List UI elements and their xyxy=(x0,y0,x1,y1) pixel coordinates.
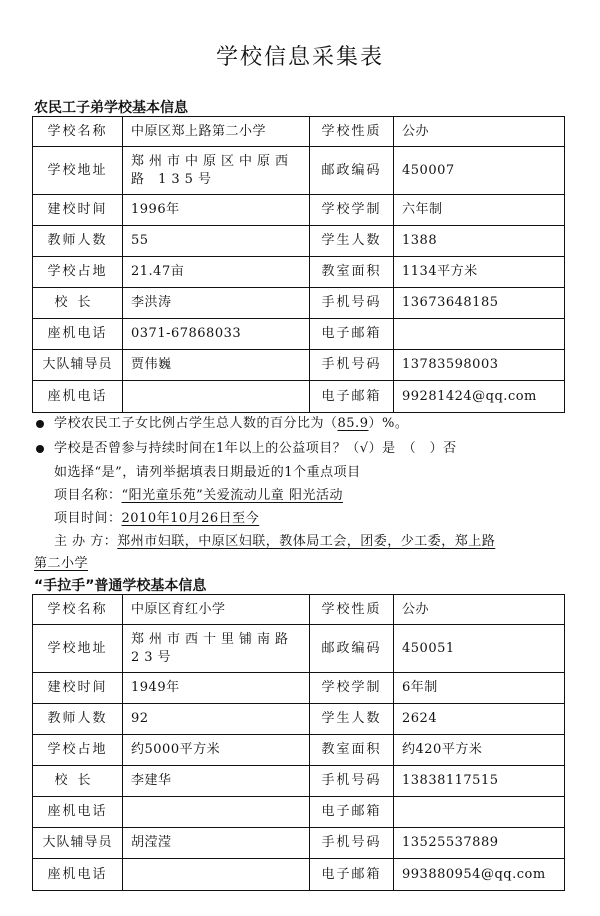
bullet-icon xyxy=(36,420,44,428)
table-cell: 手机号码 xyxy=(310,766,394,797)
table-cell: 座机电话 xyxy=(33,381,123,413)
table-cell: 99281424@qq.com xyxy=(394,381,565,413)
table-cell: 邮政编码 xyxy=(310,625,394,673)
table-cell: 学校名称 xyxy=(33,117,123,147)
table-cell: 2624 xyxy=(394,704,565,735)
table-cell: 学校学制 xyxy=(310,673,394,704)
table-cell: 13783598003 xyxy=(394,350,565,381)
organizer-line xyxy=(54,530,495,549)
table-cell xyxy=(123,381,310,413)
table-cell: 55 xyxy=(123,226,310,257)
table-cell: 座机电话 xyxy=(33,319,123,350)
table-row xyxy=(33,319,565,350)
organizer-value: 郑州市妇联，中原区妇联，教体局工会，团委，少工委，郑上路 xyxy=(117,534,496,549)
project-name-line xyxy=(54,484,343,503)
table-cell xyxy=(123,859,310,891)
table-cell: 手机号码 xyxy=(310,350,394,381)
table-row xyxy=(33,766,565,797)
table-row xyxy=(33,117,565,147)
table-cell: 学校性质 xyxy=(310,117,394,147)
section1-heading: 农民工子弟学校基本信息 xyxy=(34,100,188,116)
project-question-line xyxy=(36,437,457,456)
table-cell: 电子邮箱 xyxy=(310,797,394,828)
table-row xyxy=(33,828,565,859)
table-row xyxy=(33,257,565,288)
table-cell: 993880954@qq.com xyxy=(394,859,565,891)
section2-heading: “手拉手”普通学校基本信息 xyxy=(34,578,207,594)
table-cell xyxy=(394,319,565,350)
table-row xyxy=(33,797,565,828)
table-cell: 6年制 xyxy=(394,673,565,704)
table-cell: 450051 xyxy=(394,625,565,673)
table-cell xyxy=(123,797,310,828)
table-cell: 1996年 xyxy=(123,195,310,226)
check-mark-icon: √ xyxy=(359,441,369,456)
table-cell: 学校性质 xyxy=(310,595,394,625)
table-cell: 学校名称 xyxy=(33,595,123,625)
table-row xyxy=(33,381,565,413)
table-cell: 学生人数 xyxy=(310,704,394,735)
ratio-line xyxy=(36,412,408,431)
table-cell: 21.47亩 xyxy=(123,257,310,288)
table-row xyxy=(33,673,565,704)
table-cell: 92 xyxy=(123,704,310,735)
table-row xyxy=(33,195,565,226)
project-instruction: 如选择“是”，请列举据填表日期最近的1个重点项目 xyxy=(54,465,361,480)
table-cell: 校长 xyxy=(33,288,123,319)
table-cell: 手机号码 xyxy=(310,288,394,319)
table-row xyxy=(33,350,565,381)
project-time-line xyxy=(54,507,259,526)
table-cell: 李洪涛 xyxy=(123,288,310,319)
table-cell: 0371-67868033 xyxy=(123,319,310,350)
table-cell: 电子邮箱 xyxy=(310,381,394,413)
project-question-mid: ）是 （ ）否 xyxy=(368,441,457,456)
table-cell: 校长 xyxy=(33,766,123,797)
table-cell: 1388 xyxy=(394,226,565,257)
project-question-prefix: 学校是否曾参与持续时间在1年以上的公益项目？（ xyxy=(54,441,360,456)
table-cell: 大队辅导员 xyxy=(33,828,123,859)
ratio-prefix: 学校农民工子女比例占学生总人数的百分比为（ xyxy=(54,416,338,431)
table-cell: 建校时间 xyxy=(33,673,123,704)
project-time-label: 项目时间： xyxy=(54,511,122,526)
table-cell: 教师人数 xyxy=(33,226,123,257)
table-cell: 手机号码 xyxy=(310,828,394,859)
table-row xyxy=(33,288,565,319)
table-cell: 学生人数 xyxy=(310,226,394,257)
table-cell: 教室面积 xyxy=(310,257,394,288)
table-cell: 公办 xyxy=(394,117,565,147)
table-cell: 李建华 xyxy=(123,766,310,797)
table-row xyxy=(33,595,565,625)
table-cell: 公办 xyxy=(394,595,565,625)
project-time-value: 2010年10月26日至今 xyxy=(121,511,260,526)
table-cell: 教室面积 xyxy=(310,735,394,766)
table-cell: 六年制 xyxy=(394,195,565,226)
table-cell: 中原区郑上路第二小学 xyxy=(123,117,310,147)
table-cell: 大队辅导员 xyxy=(33,350,123,381)
table-cell: 郑州市西十里铺南路 23号 xyxy=(123,625,310,673)
table-row xyxy=(33,147,565,195)
table-cell xyxy=(394,797,565,828)
table-cell: 中原区育红小学 xyxy=(123,595,310,625)
table-cell: 贾伟巍 xyxy=(123,350,310,381)
table-cell: 学校地址 xyxy=(33,625,123,673)
table-cell: 胡滢滢 xyxy=(123,828,310,859)
table-row xyxy=(33,859,565,891)
table-cell: 教师人数 xyxy=(33,704,123,735)
section2-table xyxy=(32,594,565,891)
table-cell: 13673648185 xyxy=(394,288,565,319)
table-cell: 学校学制 xyxy=(310,195,394,226)
table-cell: 座机电话 xyxy=(33,859,123,891)
ratio-value: 85.9 xyxy=(337,416,369,431)
table-cell: 座机电话 xyxy=(33,797,123,828)
ratio-suffix: ）%。 xyxy=(368,416,409,431)
organizer-continuation: 第二小学 xyxy=(34,556,89,571)
section1-table xyxy=(32,116,565,413)
table-cell: 450007 xyxy=(394,147,565,195)
table-cell: 学校占地 xyxy=(33,257,123,288)
table-cell: 邮政编码 xyxy=(310,147,394,195)
project-name-label: 项目名称： xyxy=(54,488,122,503)
table-cell: 13525537889 xyxy=(394,828,565,859)
table-row xyxy=(33,735,565,766)
table-cell: 13838117515 xyxy=(394,766,565,797)
bullet-icon xyxy=(36,445,44,453)
table-cell: 约420平方米 xyxy=(394,735,565,766)
table-row xyxy=(33,226,565,257)
table-cell: 电子邮箱 xyxy=(310,859,394,891)
table-cell: 1949年 xyxy=(123,673,310,704)
table-row xyxy=(33,704,565,735)
project-name-value: “阳光童乐苑”关爱流动儿童 阳光活动 xyxy=(121,488,343,503)
organizer-label: 主 办 方： xyxy=(54,534,118,549)
page-title: 学校信息采集表 xyxy=(215,45,384,70)
table-cell: 郑州市中原区中原西路 135号 xyxy=(123,147,310,195)
table-cell: 学校占地 xyxy=(33,735,123,766)
table-cell: 建校时间 xyxy=(33,195,123,226)
table-cell: 学校地址 xyxy=(33,147,123,195)
table-cell: 电子邮箱 xyxy=(310,319,394,350)
table-cell: 1134平方米 xyxy=(394,257,565,288)
table-row xyxy=(33,625,565,673)
table-cell: 约5000平方米 xyxy=(123,735,310,766)
